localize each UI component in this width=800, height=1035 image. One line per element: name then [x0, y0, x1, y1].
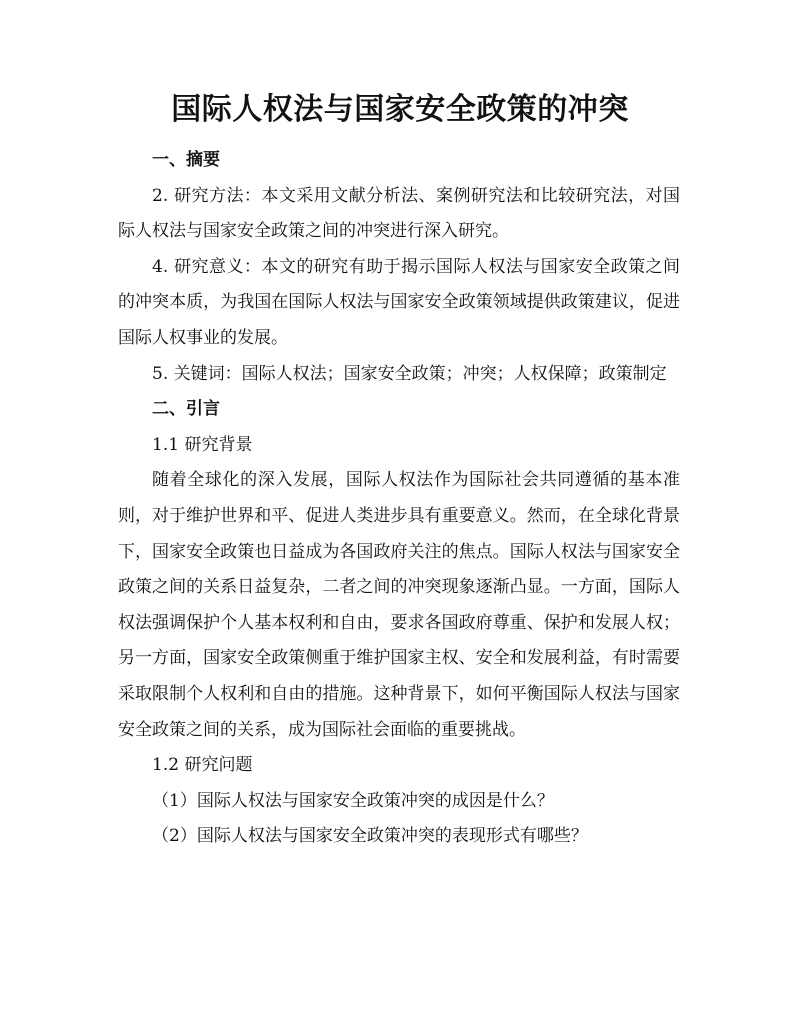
- abstract-significance-paragraph: 4. 研究意义：本文的研究有助于揭示国际人权法与国家安全政策之间的冲突本质，为我国在国际人权法与国家安全政策领域提供政策建议，促进国际人权事业的发展。: [118, 256, 680, 348]
- abstract-method-paragraph: 2. 研究方法：本文采用文献分析法、案例研究法和比较研究法，对国际人权法与国家安全政策之间的冲突进行深入研究。: [118, 185, 680, 242]
- research-question-1: （1）国际人权法与国家安全政策冲突的成因是什么？: [152, 790, 554, 811]
- background-paragraph: 随着全球化的深入发展，国际人权法作为国际社会共同遵循的基本准则，对于维护世界和平、促进人类进步具有重要意义。然而，在全球化背景下，国家安全政策也日益成为各国政府关注的焦点。国际人权法与国家安全政策之间的关系日益复杂，二者之间的冲突现象逐渐凸显。一方面，国际人权法强调保护个人基本权利和自由，要求各国政府尊重、保护和发展人权；另一方面，国家安全政策侧重于维护国家主权、安全和发展利益，有时需要采取限制个人权利和自由的措施。这种背景下，如何平衡国际人权法与国家安全政策之间的关系，成为国际社会面临的重要挑战。: [118, 470, 680, 740]
- subsection-heading-background: 1.1 研究背景: [152, 434, 253, 455]
- section-heading-abstract: 一、摘要: [152, 150, 220, 170]
- document-title: 国际人权法与国家安全政策的冲突: [171, 92, 629, 127]
- subsection-heading-questions: 1.2 研究问题: [152, 755, 253, 776]
- abstract-keywords-paragraph: 5. 关键词：国际人权法；国家安全政策；冲突；人权保障；政策制定: [152, 363, 667, 384]
- document-body: [118, 143, 680, 855]
- section-heading-intro: 二、引言: [152, 399, 220, 420]
- research-question-2: （2）国际人权法与国家安全政策冲突的表现形式有哪些？: [152, 826, 588, 847]
